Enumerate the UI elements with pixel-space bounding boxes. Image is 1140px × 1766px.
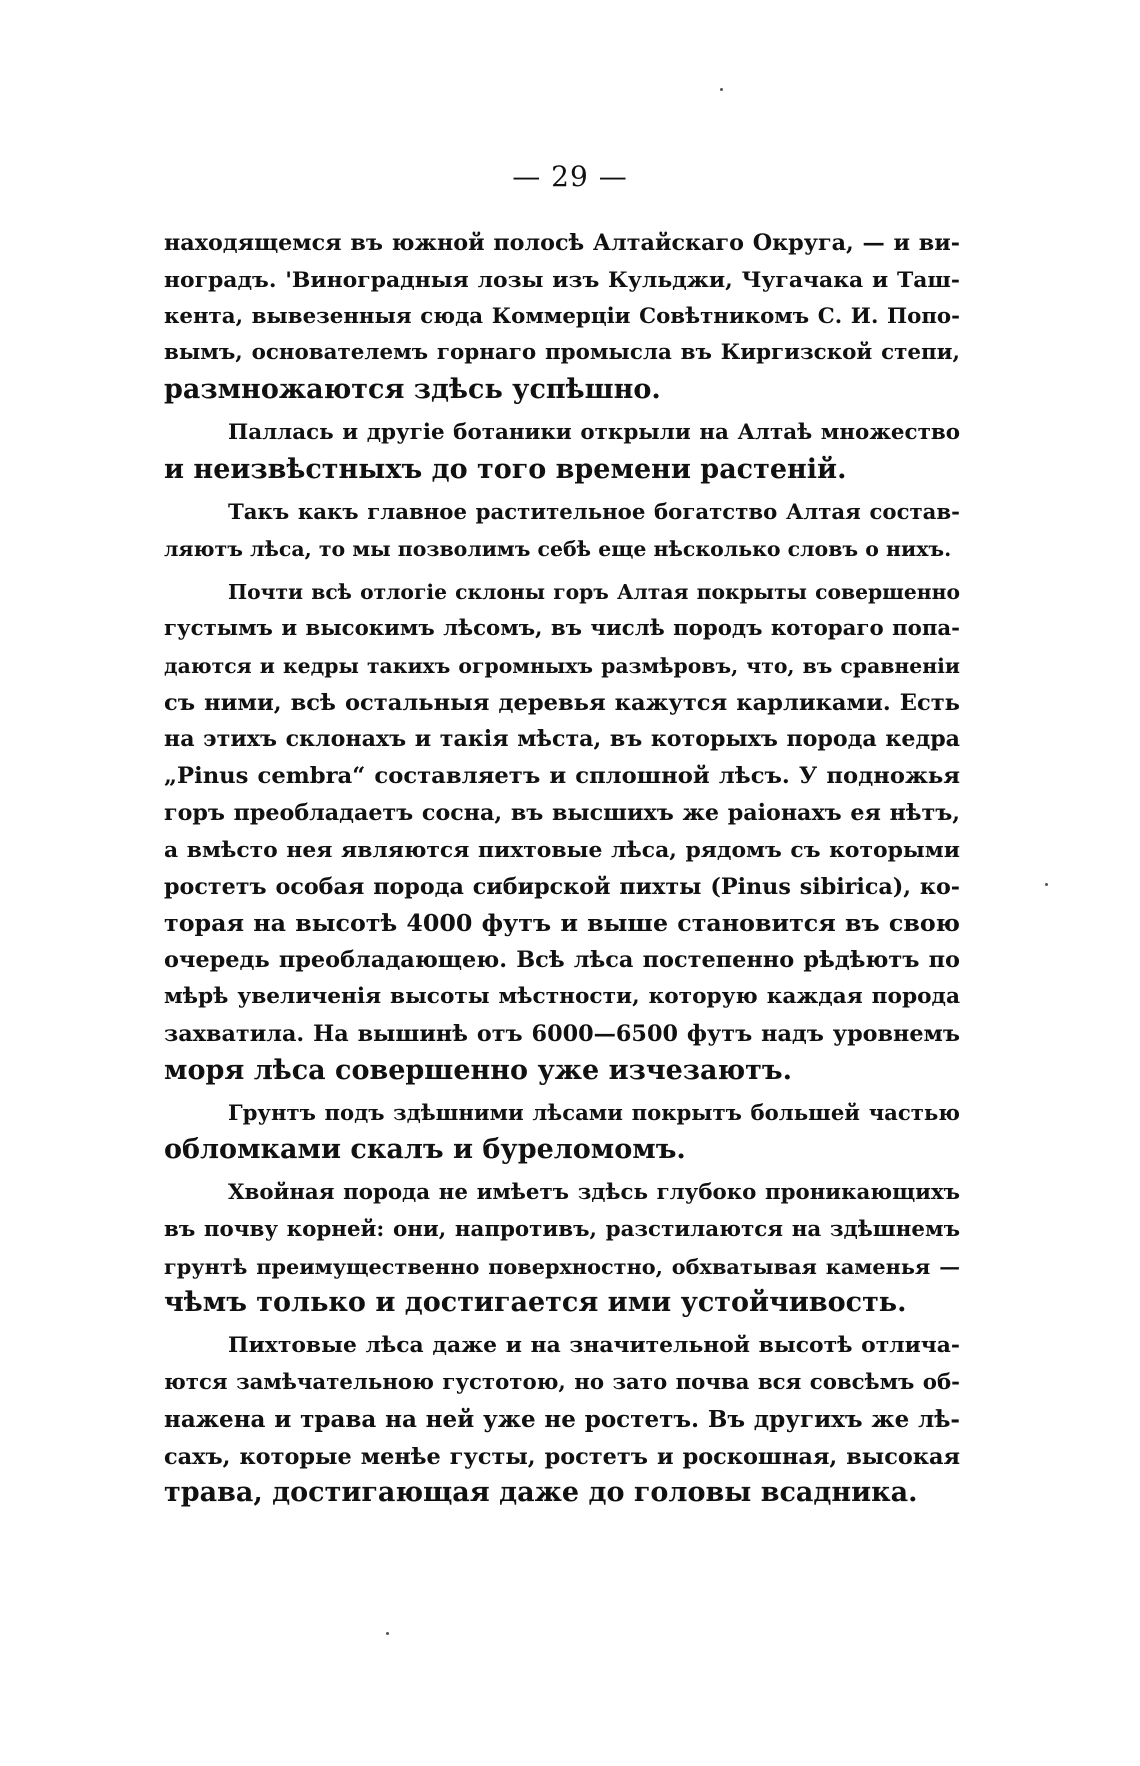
print-speck bbox=[1045, 883, 1048, 886]
paragraph bbox=[164, 225, 960, 409]
paragraph bbox=[164, 1095, 960, 1169]
text-line: „Pinus cembra“ составляетъ и сплошной лѣсъ. У подножья bbox=[164, 763, 960, 790]
text-line: обломками скалъ и буреломомъ. bbox=[164, 1134, 686, 1166]
paragraph bbox=[164, 1328, 960, 1512]
print-speck bbox=[386, 1632, 389, 1635]
text-line: кента, вывезенныя сюда Коммерціи Совѣтникомъ С. И. Попо- bbox=[164, 303, 960, 329]
text-line: горъ преобладаетъ сосна, въ высшихъ же раіонахъ ея нѣтъ, bbox=[164, 799, 960, 826]
text-line: захватила. На вышинѣ отъ 6000—6500 футъ надъ уровнемъ bbox=[164, 1020, 960, 1047]
text-line: Почти всѣ отлогіе склоны горъ Алтая покрыты совершенно bbox=[228, 580, 960, 605]
text-line: торая на высотѣ 4000 футъ и выше становится въ свою bbox=[164, 909, 960, 938]
text-line: ростетъ особая порода сибирской пихты (Pinus sibirica), ко- bbox=[164, 873, 960, 900]
text-line: Хвойная порода не имѣетъ здѣсь глубоко проникающихъ bbox=[228, 1179, 960, 1205]
text-line: ются замѣчательною густотою, но зато почва вся совсѣмъ об- bbox=[164, 1369, 960, 1395]
text-line: моря лѣса совершенно уже изчезаютъ. bbox=[164, 1054, 793, 1086]
paragraph bbox=[164, 574, 960, 1089]
text-line: Паллась и другіе ботаники открыли на Алтаѣ множество bbox=[228, 419, 960, 445]
text-line: даются и кедры такихъ огромныхъ размѣровъ, что, въ сравненіи bbox=[164, 653, 960, 678]
text-line: густымъ и высокимъ лѣсомъ, въ числѣ породъ котораго попа- bbox=[164, 615, 960, 641]
text-line: вымъ, основателемъ горнаго промысла въ Киргизской степи, bbox=[164, 340, 960, 366]
text-line: сахъ, которые менѣе густы, ростетъ и роскошная, высокая bbox=[164, 1443, 960, 1470]
text-line: чѣмъ только и достигается ими устойчивость. bbox=[164, 1287, 907, 1319]
text-line: Пихтовые лѣса даже и на значительной высотѣ отлича- bbox=[228, 1333, 960, 1359]
text-line: а вмѣсто нея являются пихтовые лѣса, рядомъ съ которыми bbox=[164, 836, 960, 863]
text-line: находящемся въ южной полосѣ Алтайскаго Округа, — и ви- bbox=[164, 230, 960, 256]
text-line: на этихъ склонахъ и такія мѣста, въ которыхъ порода кедра bbox=[164, 726, 960, 753]
text-line: грунтѣ преимущественно поверхностно, обхватывая каменья — bbox=[164, 1253, 960, 1279]
text-line: Такъ какъ главное растительное богатство Алтая состав- bbox=[228, 499, 960, 525]
body-text bbox=[164, 225, 960, 1512]
text-line: очередь преобладающею. Всѣ лѣса постепенно рѣдѣютъ по bbox=[164, 947, 960, 974]
print-speck bbox=[720, 88, 723, 91]
text-line: ноградъ. 'Виноградныя лозы изъ Кульджи, Чугачака и Таш- bbox=[164, 266, 960, 293]
page-number: — 29 — bbox=[512, 160, 628, 193]
text-line: ляютъ лѣса, то мы позволимъ себѣ еще нѣсколько словъ о нихъ. bbox=[164, 537, 952, 562]
paragraph bbox=[164, 495, 960, 569]
text-line: размножаются здѣсь успѣшно. bbox=[164, 374, 661, 406]
text-line: съ ними, всѣ остальныя деревья кажутся карликами. Есть bbox=[164, 689, 960, 716]
text-line: нажена и трава на ней уже не ростетъ. Въ другихъ же лѣ- bbox=[164, 1405, 960, 1433]
text-line: въ почву корней: они, напротивъ, разстилаются на здѣшнемъ bbox=[164, 1216, 960, 1242]
paragraph bbox=[164, 415, 960, 489]
text-line: мѣрѣ увеличенія высоты мѣстности, которую каждая порода bbox=[164, 983, 960, 1009]
text-line: трава, достигающая даже до головы всадника. bbox=[164, 1477, 918, 1509]
text-line: Грунтъ подъ здѣшними лѣсами покрытъ большей частью bbox=[228, 1100, 960, 1126]
text-line: и неизвѣстныхъ до того времени растеній. bbox=[164, 453, 847, 485]
paragraph bbox=[164, 1175, 960, 1322]
